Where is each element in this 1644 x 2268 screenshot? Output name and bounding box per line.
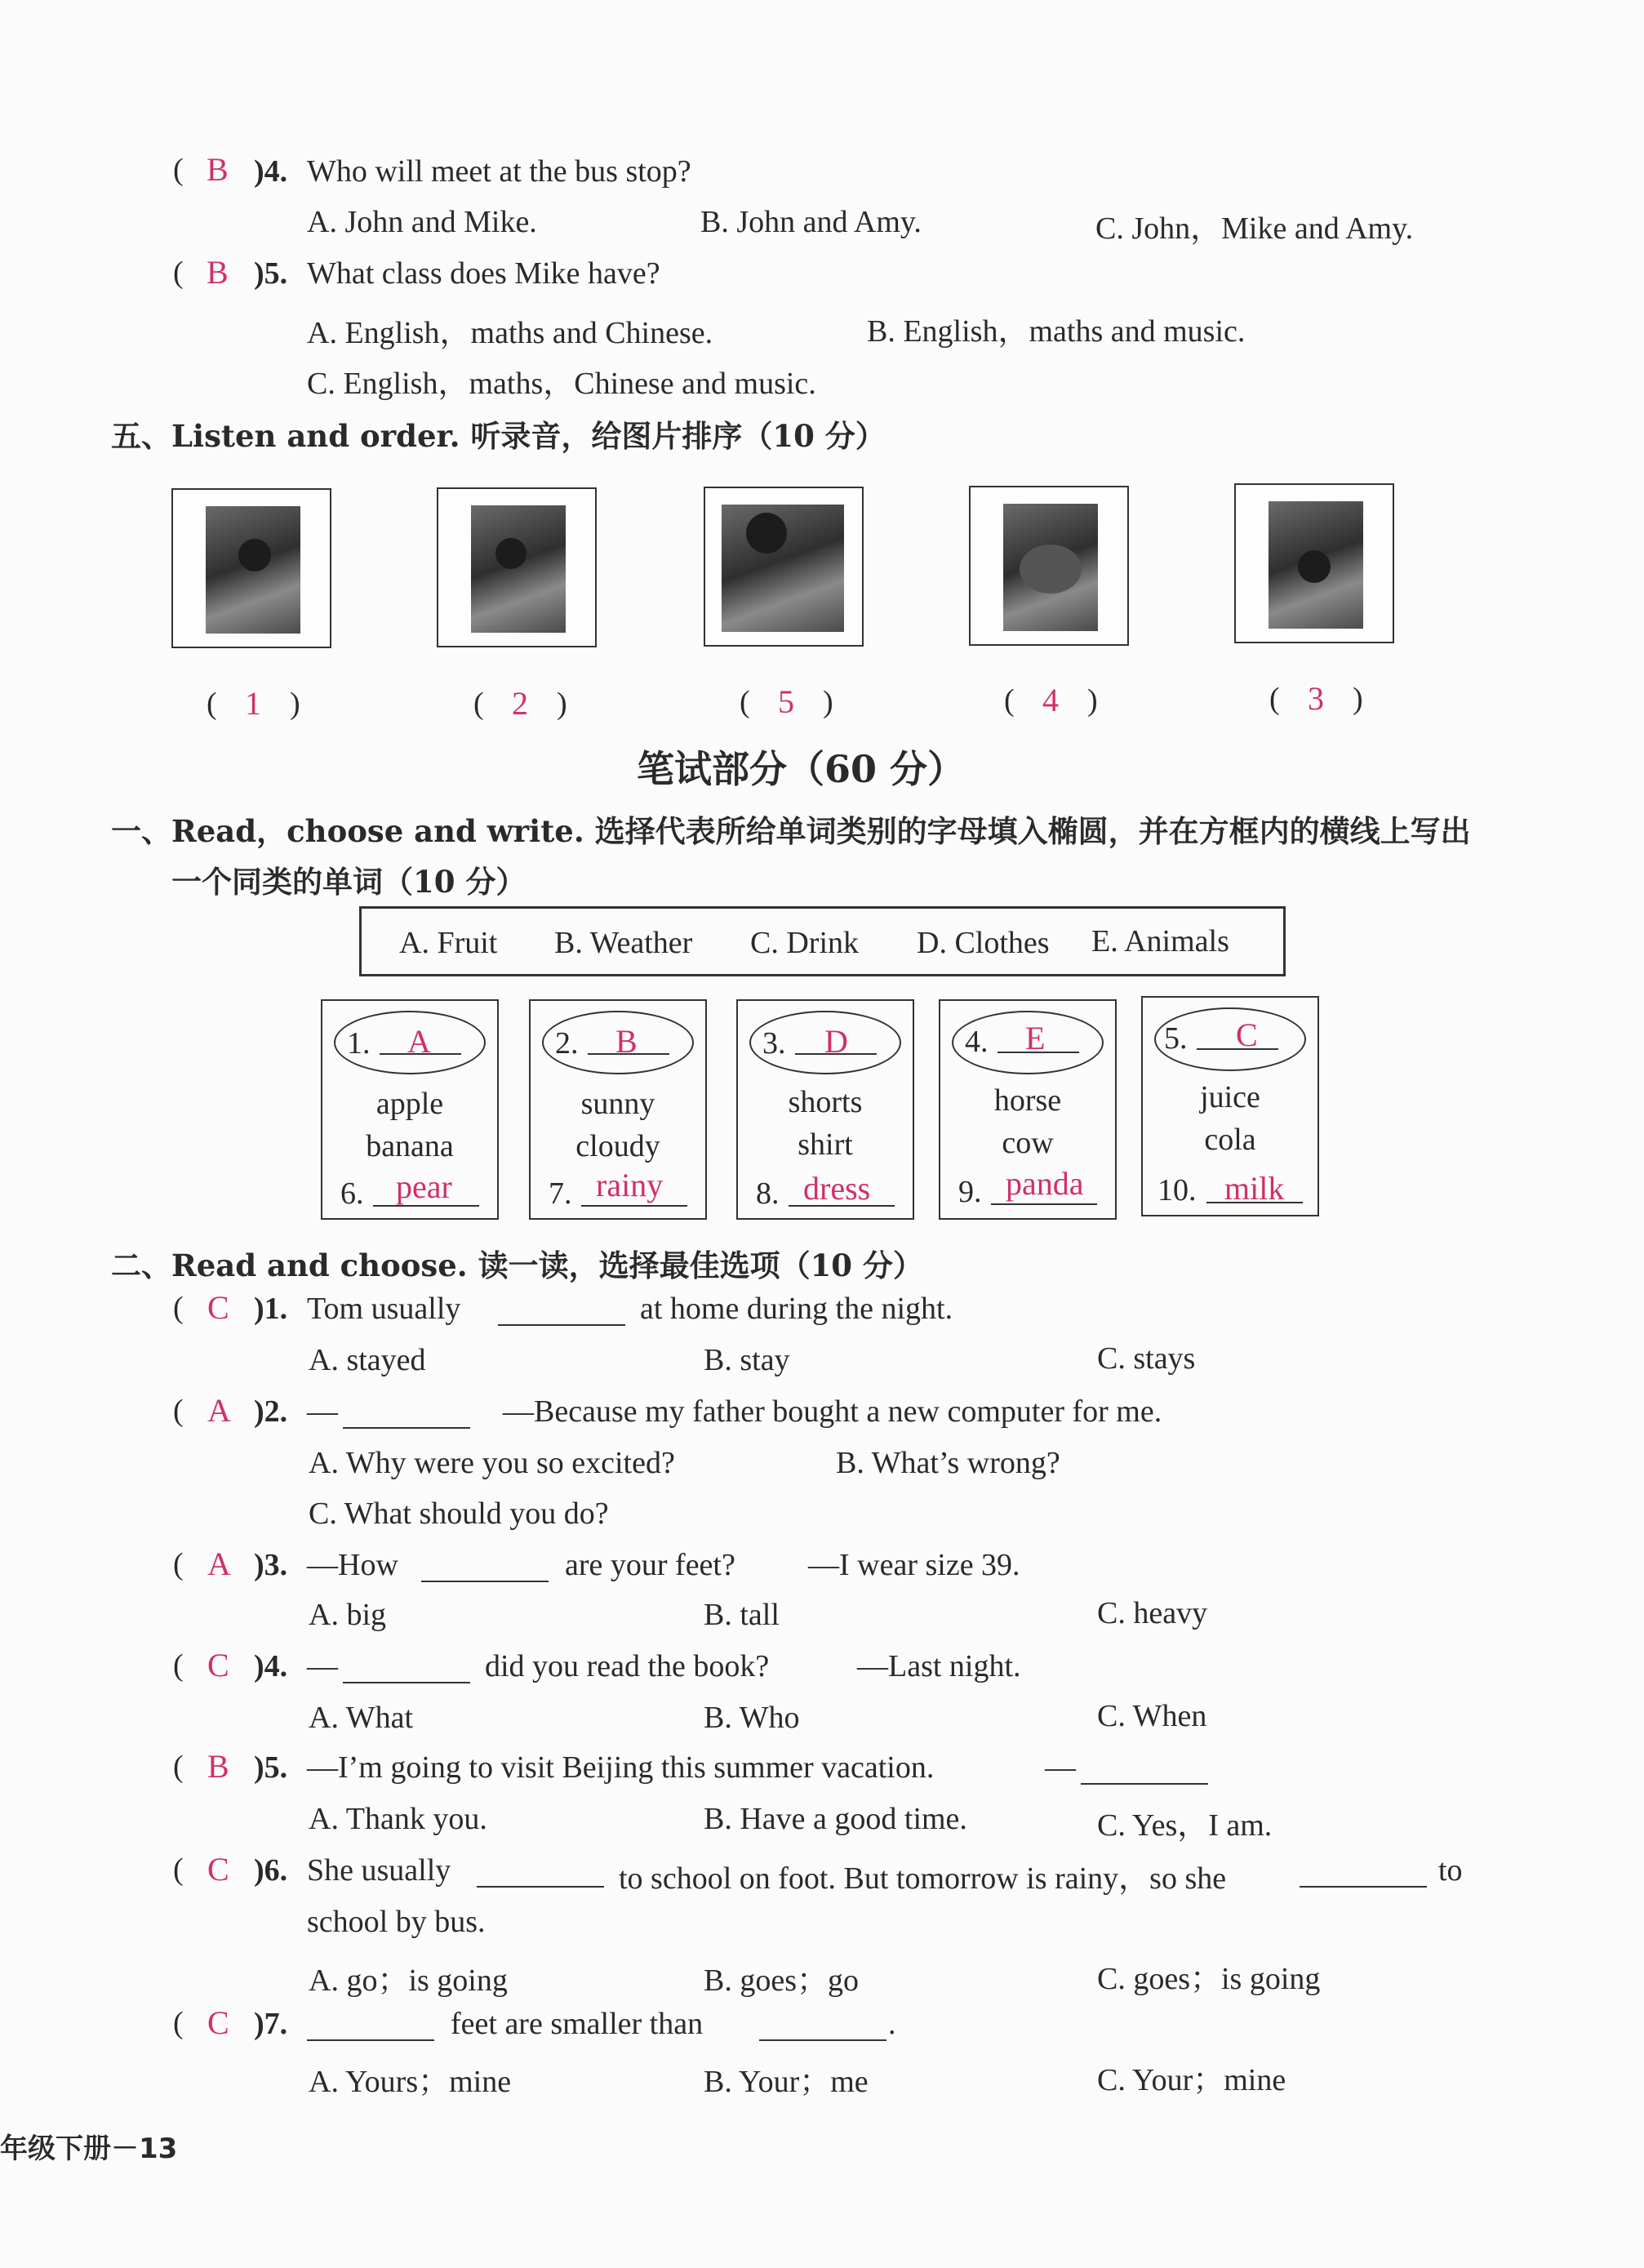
- answer: C: [207, 2004, 229, 2041]
- question-number: )4.: [254, 154, 288, 189]
- option-a: A. John and Mike.: [307, 205, 537, 239]
- option-a: A. Thank you.: [309, 1802, 487, 1836]
- card-number-2: 8.: [756, 1176, 780, 1211]
- section-title: 一、Read，choose and write. 选择代表所给单词类别的字母填入椭圆，并在方框内的横线上写出: [111, 813, 1471, 849]
- question-number: )3.: [254, 1548, 288, 1582]
- option-a: A. Yours；mine: [309, 2065, 512, 2099]
- category-b: B. Weather: [554, 926, 693, 960]
- card-letter: C: [1236, 1016, 1258, 1053]
- blank: [343, 1427, 470, 1429]
- written-part-title: 笔试部分（60 分）: [637, 747, 966, 791]
- card-word-2: cow: [1002, 1126, 1054, 1160]
- question-text: —: [307, 1394, 338, 1429]
- category-a: A. Fruit: [399, 926, 498, 960]
- option-b: B. goes；go: [704, 1963, 860, 1998]
- option-b: B. What’s wrong?: [836, 1446, 1060, 1480]
- option-c: C. Yes，I am.: [1097, 1808, 1273, 1843]
- picture-3: [704, 487, 864, 647]
- answer: B: [207, 151, 229, 188]
- option-c: C. stays: [1097, 1341, 1196, 1376]
- option-b: B. Your；me: [704, 2065, 869, 2099]
- question-text-end: —Because my father bought a new computer for me.: [503, 1394, 1162, 1429]
- option-c: C. English，maths，Chinese and music.: [307, 367, 816, 401]
- option-a: A. Why were you so excited?: [309, 1446, 675, 1480]
- card-word-2: cloudy: [575, 1129, 660, 1163]
- option-a: A. go；is going: [309, 1963, 508, 1998]
- card-word-1: juice: [1200, 1080, 1260, 1114]
- section-title: 二、Read and choose. 读一读，选择最佳选项（10 分）: [111, 1247, 923, 1283]
- option-a: A. English，maths and Chinese.: [307, 316, 713, 350]
- question-text-mid: to school on foot. But tomorrow is rainy，so she: [619, 1861, 1227, 1896]
- card-word-1: sunny: [580, 1087, 655, 1121]
- card-number-2: 9.: [958, 1175, 982, 1209]
- card-number: 4.: [965, 1025, 989, 1059]
- answer: A: [207, 1545, 231, 1582]
- option-b: B. Have a good time.: [704, 1802, 967, 1836]
- question-text-mid: did you read the book?: [485, 1649, 770, 1683]
- category-d: D. Clothes: [917, 926, 1050, 960]
- blank-1: [477, 1886, 604, 1888]
- card-word-1: apple: [375, 1087, 444, 1121]
- answer: B: [207, 1748, 229, 1785]
- picture-5: [1234, 483, 1394, 643]
- category-e: E. Animals: [1091, 924, 1229, 958]
- card-number: 3.: [762, 1026, 786, 1061]
- option-a: A. What: [309, 1701, 414, 1735]
- question-number: )4.: [254, 1649, 288, 1683]
- blank: [498, 1324, 625, 1326]
- question-number: )7.: [254, 2007, 288, 2041]
- card-answer: milk: [1224, 1170, 1285, 1207]
- card-number-2: 10.: [1157, 1173, 1197, 1207]
- category-c: C. Drink: [750, 926, 859, 960]
- card-answer: pear: [396, 1168, 452, 1205]
- card-number-2: 6.: [340, 1176, 364, 1211]
- open-paren: (: [173, 153, 184, 187]
- card-word-2: banana: [366, 1129, 454, 1163]
- picture-1: [171, 488, 331, 648]
- card-letter: A: [407, 1023, 431, 1060]
- option-b: B. John and Amy.: [700, 205, 922, 239]
- order-answer-4: 4: [1042, 682, 1059, 718]
- blank: [1081, 1783, 1208, 1785]
- question-text: Tom usually: [307, 1292, 461, 1326]
- card-answer: panda: [1006, 1165, 1084, 1202]
- picture-4: [969, 486, 1129, 646]
- option-b: B. tall: [704, 1598, 780, 1632]
- section-title: 五、Listen and order. 听录音，给图片排序（10 分）: [111, 418, 886, 454]
- option-c: C. John，Mike and Amy.: [1095, 211, 1414, 246]
- question-number: )5.: [254, 256, 288, 291]
- card-number-2: 7.: [549, 1176, 572, 1211]
- question-text: She usually: [307, 1853, 451, 1888]
- question-text: —: [307, 1649, 338, 1683]
- order-answer-3: 5: [778, 683, 794, 720]
- card-answer: rainy: [596, 1167, 664, 1203]
- question-text-line2: school by bus.: [307, 1905, 486, 1939]
- question-text-end: at home during the night.: [640, 1292, 953, 1326]
- card-number: 2.: [555, 1026, 579, 1061]
- option-c: C. goes；is going: [1097, 1962, 1321, 1996]
- blank-1: [307, 2039, 434, 2041]
- answer: C: [207, 1289, 229, 1326]
- card-word-2: shirt: [798, 1127, 853, 1162]
- option-b: B. Who: [704, 1701, 800, 1735]
- option-c: C. When: [1097, 1699, 1207, 1733]
- option-c: C. What should you do?: [309, 1496, 609, 1531]
- option-c: C. heavy: [1097, 1596, 1208, 1630]
- answer: C: [207, 1851, 229, 1888]
- question-number: )1.: [254, 1292, 288, 1326]
- question-text: What class does Mike have?: [307, 256, 660, 291]
- word-card-5: [1141, 996, 1319, 1216]
- response-text: —I wear size 39.: [808, 1548, 1020, 1582]
- word-card-1: [321, 999, 499, 1220]
- card-word-2: cola: [1204, 1123, 1256, 1157]
- card-number: 5.: [1164, 1021, 1188, 1056]
- card-word-1: shorts: [788, 1085, 863, 1119]
- question-text-end: .: [888, 2007, 896, 2041]
- blank-2: [1300, 1886, 1427, 1888]
- question-text-mid: are your feet?: [565, 1548, 735, 1582]
- option-b: B. stay: [704, 1343, 790, 1377]
- answer: C: [207, 1647, 229, 1683]
- open-paren: (: [173, 256, 184, 290]
- blank-2: [759, 2039, 886, 2041]
- category-box: [359, 906, 1286, 976]
- card-answer: dress: [803, 1170, 871, 1207]
- option-c: C. Your；mine: [1097, 2063, 1286, 2097]
- option-a: A. stayed: [309, 1343, 426, 1377]
- card-letter: D: [824, 1023, 848, 1060]
- picture-2: [437, 487, 597, 647]
- page-footer: 年级下册－13: [0, 2132, 178, 2165]
- question-text: —How: [307, 1548, 398, 1582]
- option-b: B. English，maths and music.: [867, 314, 1246, 349]
- word-card-3: [736, 999, 914, 1220]
- order-answer-5: 3: [1308, 680, 1324, 717]
- word-card-2: [529, 999, 707, 1220]
- blank: [343, 1682, 470, 1683]
- question-number: )2.: [254, 1394, 288, 1429]
- blank: [421, 1581, 549, 1582]
- response-text: —Last night.: [857, 1649, 1021, 1683]
- question-number: )5.: [254, 1750, 288, 1785]
- card-number: 1.: [347, 1026, 371, 1061]
- word-card-4: [939, 999, 1117, 1220]
- answer: B: [207, 254, 229, 291]
- question-number: )6.: [254, 1853, 288, 1888]
- card-letter: E: [1025, 1020, 1046, 1056]
- response-dash: —: [1045, 1750, 1076, 1785]
- order-answer-1: 1: [245, 685, 261, 722]
- question-text: —I’m going to visit Beijing this summer vacation.: [307, 1750, 935, 1785]
- option-a: A. big: [309, 1598, 386, 1632]
- question-text-end: to: [1438, 1853, 1463, 1888]
- section-title-line2: 一个同类的单词（10 分）: [171, 864, 527, 900]
- answer: A: [207, 1392, 231, 1429]
- order-answer-2: 2: [512, 685, 528, 722]
- card-word-1: horse: [993, 1083, 1062, 1118]
- card-letter: B: [615, 1023, 638, 1060]
- question-text: Who will meet at the bus stop?: [307, 154, 691, 189]
- question-text-mid: feet are smaller than: [451, 2007, 704, 2041]
